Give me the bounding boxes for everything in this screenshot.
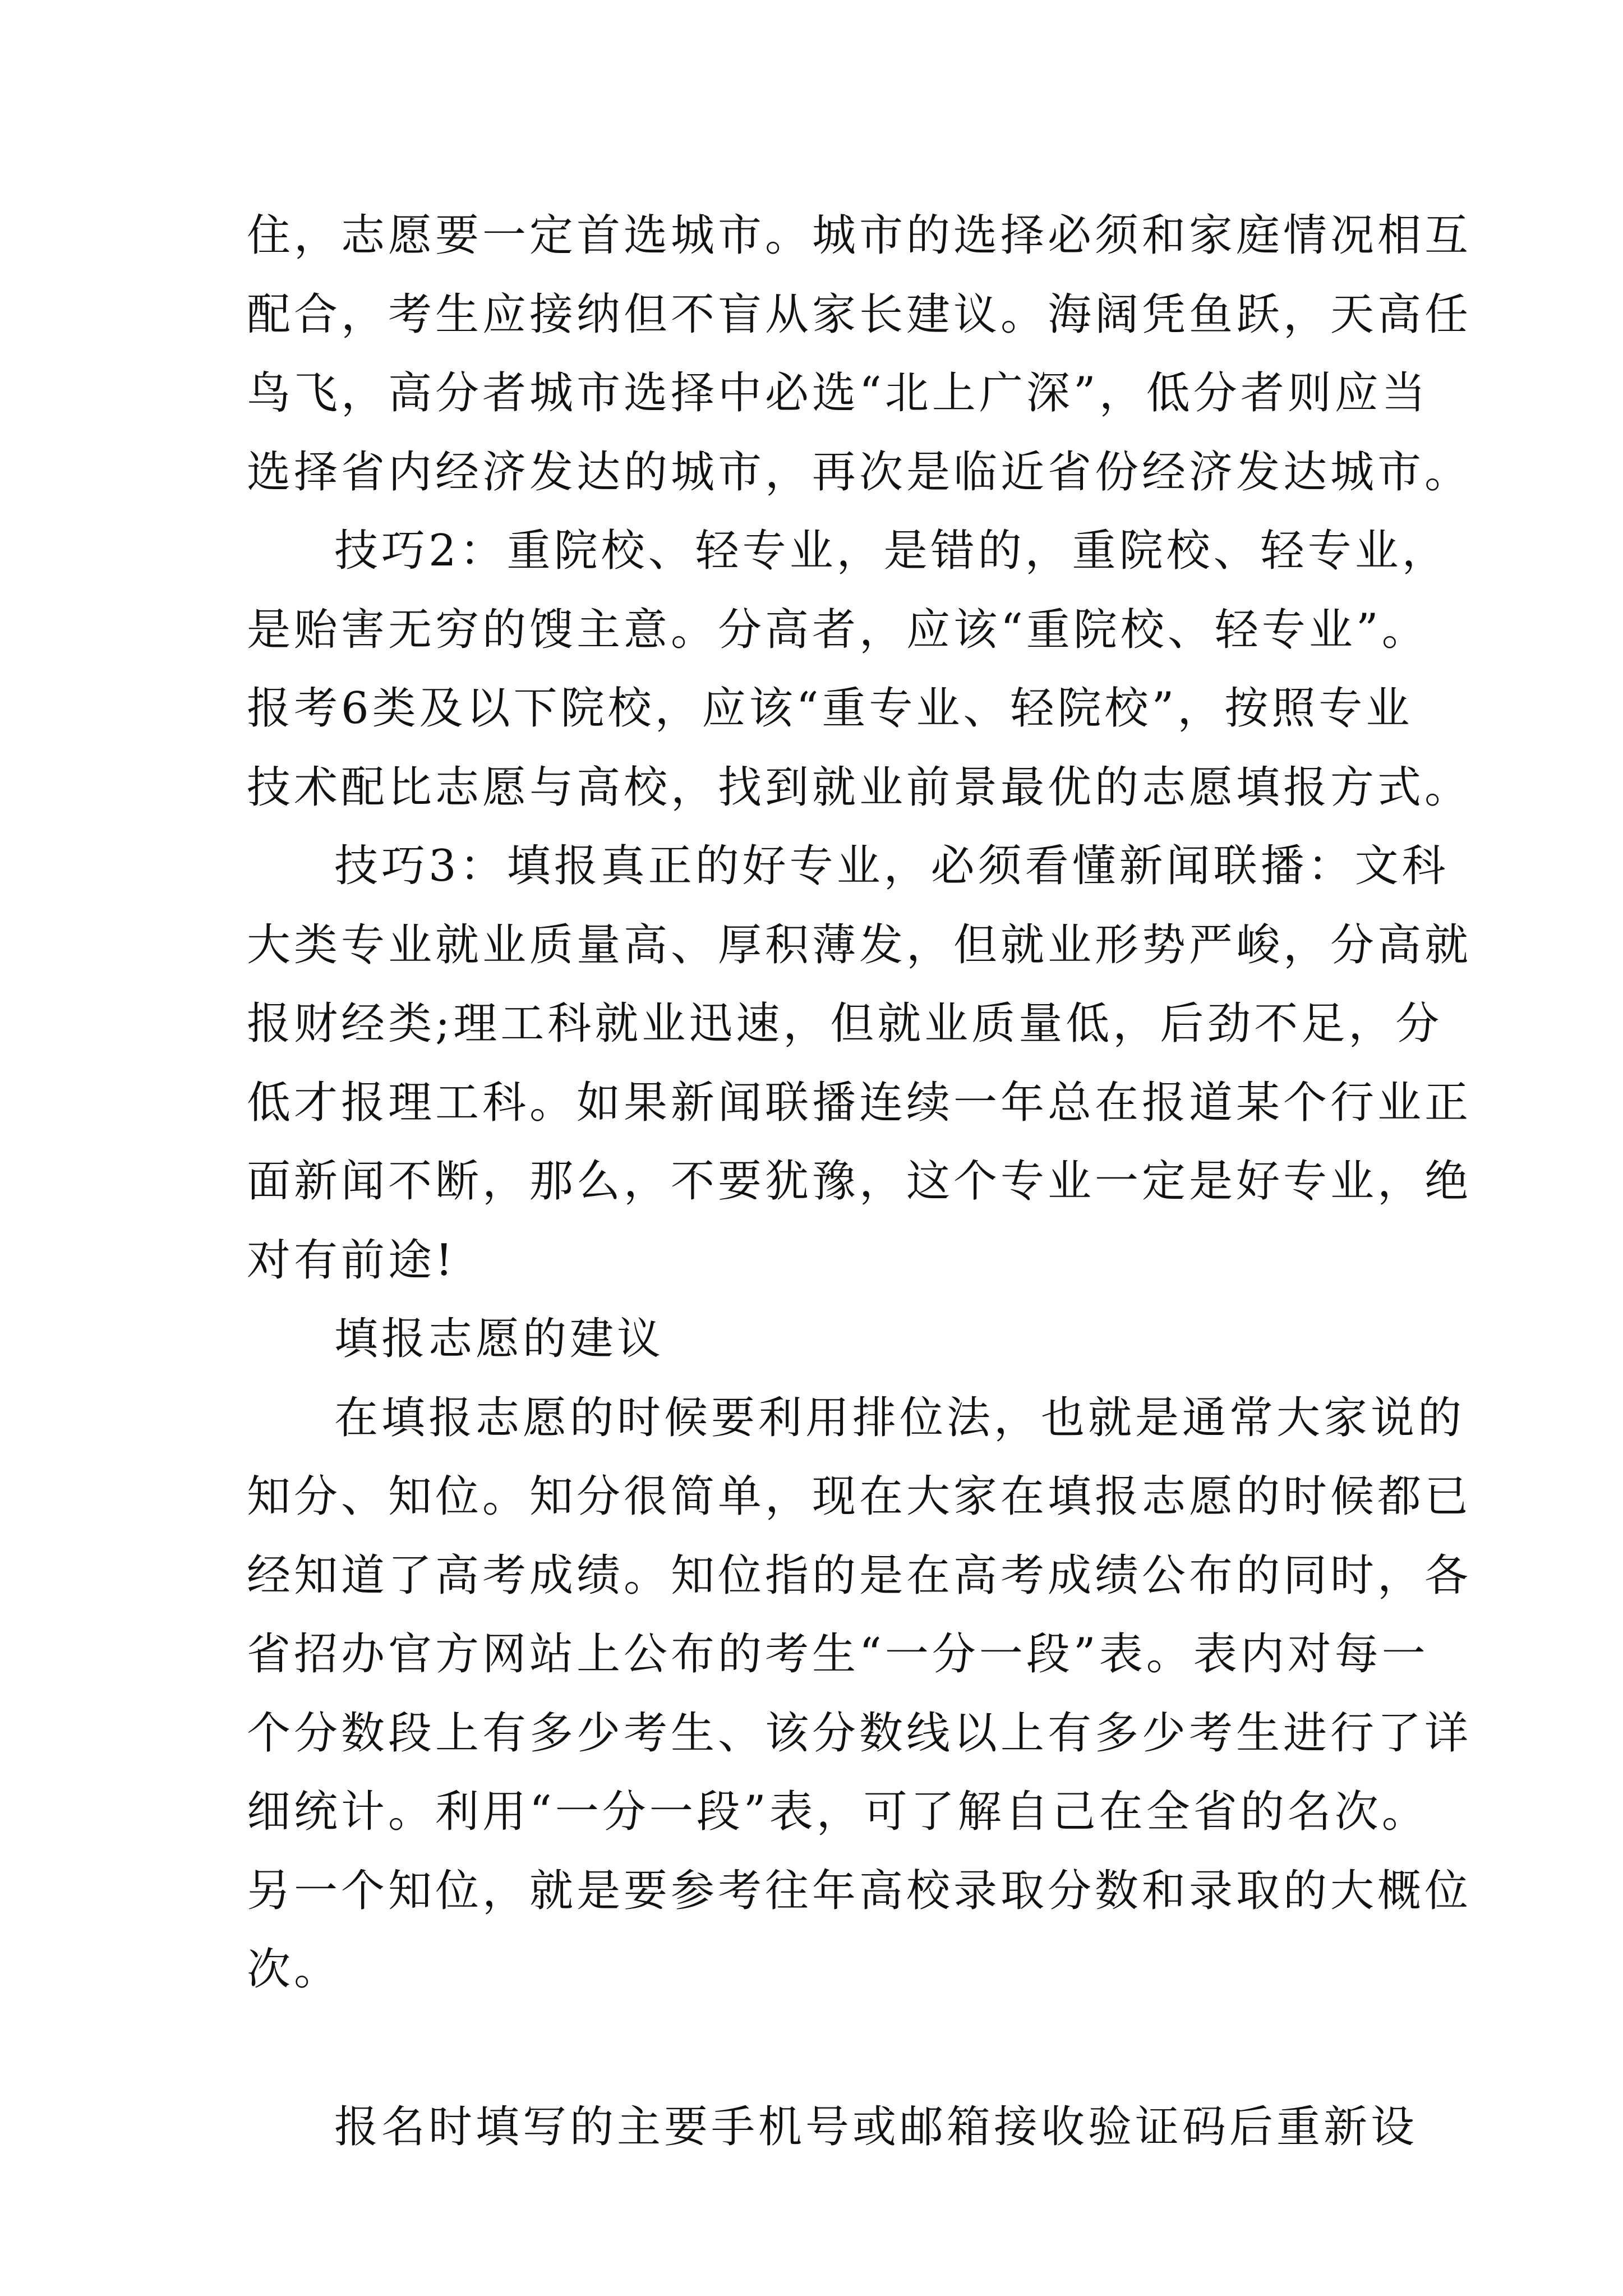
text-line: 技巧3：填报真正的好专业，必须看懂新闻联播：文科 xyxy=(334,841,1449,891)
text-line: 对有前途! xyxy=(247,1235,457,1286)
document-body xyxy=(247,196,1472,2167)
text-line: 鸟飞，高分者城市选择中必选“北上广深”，低分者则应当 xyxy=(247,368,1429,418)
text-line: 住，志愿要一定首选城市。城市的选择必须和家庭情况相互 xyxy=(247,210,1472,261)
text-line: 技术配比志愿与高校，找到就业前景最优的志愿填报方式。 xyxy=(247,762,1472,813)
text-line: 是贻害无穷的馊主意。分高者，应该“重院校、轻专业”。 xyxy=(247,604,1429,655)
text-line: 大类专业就业质量高、厚积薄发，但就业形势严峻，分高就 xyxy=(247,919,1472,970)
text-line: 细统计。利用“一分一段”表，可了解自己在全省的名次。 xyxy=(247,1787,1429,1837)
text-line: 经知道了高考成绩。知位指的是在高考成绩公布的同时，各 xyxy=(247,1550,1472,1601)
text-line: 技巧2：重院校、轻专业，是错的，重院校、轻专业， xyxy=(334,526,1449,576)
text-line: 个分数段上有多少考生、该分数线以上有多少考生进行了详 xyxy=(247,1708,1472,1759)
text-line: 报名时填写的主要手机号或邮箱接收验证码后重新设 xyxy=(334,2102,1418,2152)
text-line: 配合，考生应接纳但不盲从家长建议。海阔凭鱼跃，天高任 xyxy=(247,289,1472,340)
text-line: 面新闻不断，那么，不要犹豫，这个专业一定是好专业，绝 xyxy=(247,1156,1472,1207)
text-line: 次。 xyxy=(247,1944,342,1995)
section-heading: 填报志愿的建议 xyxy=(334,1314,665,1364)
text-line: 知分、知位。知分很简单，现在大家在填报志愿的时候都已 xyxy=(247,1471,1472,1522)
text-line: 省招办官方网站上公布的考生“一分一段”表。表内对每一 xyxy=(247,1629,1429,1680)
text-line: 低才报理工科。如果新闻联播连续一年总在报道某个行业正 xyxy=(247,1077,1472,1128)
text-line: 选择省内经济发达的城市，再次是临近省份经济发达城市。 xyxy=(247,447,1472,498)
text-line: 报考6类及以下院校，应该“重专业、轻院校”，按照专业 xyxy=(247,683,1413,734)
text-line: 报财经类;理工科就业迅速，但就业质量低，后劲不足，分 xyxy=(247,999,1443,1049)
text-line: 另一个知位，就是要参考往年高校录取分数和录取的大概位 xyxy=(247,1865,1472,1916)
blank-line xyxy=(247,2009,1391,2088)
text-line: 在填报志愿的时候要利用排位法，也就是通常大家说的 xyxy=(334,1392,1465,1443)
